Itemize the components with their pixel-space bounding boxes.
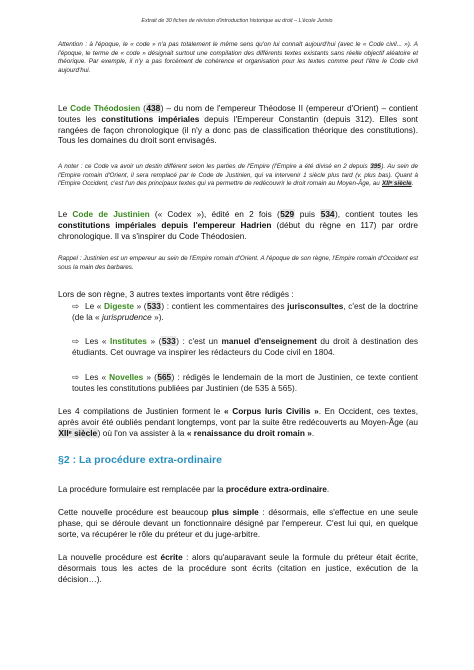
section-heading: §2 : La procédure extra-ordinaire (58, 454, 222, 466)
arrow-right-icon: ⇨ (72, 336, 80, 346)
paragraph-corpus: Les 4 compilations de Justinien forment le « Corpus Iuris Civilis ». En Occident, ces textes, après avoir été oubliés pendant longtemps, vont par la suite être redécouverts au Moyen-Âge (au XIIᵉ siècle) où l'on va assister à la « renaissance du droit romain ». (58, 406, 419, 438)
century-badge: XIIᵉ siècle (382, 180, 412, 188)
paragraph-reign-intro: Lors de son règne, 3 autres textes importants vont être rédigés : (58, 289, 294, 299)
year-badge: 533 (147, 301, 161, 311)
year-badge: 438 (146, 103, 161, 113)
year-badge: 565 (157, 372, 172, 382)
century-badge: XIIᵉ siècle (58, 427, 98, 438)
term-code-justinien: Code de Justinien (72, 209, 150, 219)
year-badge: 534 (320, 209, 335, 219)
page-header: Extrait de 30 fiches de révision d'introduction historique au droit – L'école Jurixio (141, 18, 333, 24)
list-item-novelles: ⇨ Les « Novelles » (565) : rédigés le lendemain de la mort de Justinien, ce texte contient toutes les constitutions publiées par Justinien (de 535 à 565). (72, 372, 418, 393)
term-code-theodosien: Code Théodosien (70, 103, 141, 113)
list-item-institutes: ⇨ Les « Institutes » (533) : c'est un manuel d'enseignement du droit à destination des étudiants. Cet ouvrage va inspirer les rédacteurs du Code civil en 1804. (72, 336, 418, 357)
note-justinien-reminder: Rappel : Justinien est un empereur au sein de l'Empire romain d'Orient. A l'époque de son règne, l'Empire romain d'Occident est sous la main des barbares. (58, 255, 418, 271)
arrow-right-icon: ⇨ (72, 301, 80, 311)
paragraph-procedure-replaced: La procédure formulaire est remplacée par la procédure extra-ordinaire. (58, 484, 330, 494)
arrow-right-icon: ⇨ (72, 372, 80, 382)
paragraph-procedure-written: La nouvelle procédure est écrite : alors qu'auparavant seule la formule du préteur était écrite, désormais tous les actes de la procédure sont écrits (citation en justice, exécution de la décision…). (58, 552, 418, 584)
year-badge: 395 (370, 163, 381, 170)
year-badge: 533 (161, 336, 176, 346)
list-item-digeste: ⇨ Le « Digeste » (533) : contient les commentaires des jurisconsultes, c'est de la doctrine (de la « jurisprudence »). (72, 301, 418, 322)
year-badge: 529 (280, 209, 295, 219)
paragraph-code-theodosien: Le Code Théodosien (438) – du nom de l'empereur Théodose II (empereur d'Orient) – contient toutes les constitutions impériales depuis l'Empereur Constantin (depuis 312). Elles sont rangées de façon chronologique (il n'y a donc pas de classification théorique des constitutions). Tous les domaines du droit sont envisagés. (58, 103, 418, 146)
paragraph-procedure-simple: Cette nouvelle procédure est beaucoup plus simple : désormais, elle s'effectue en une seule phase, qui se déroule devant un fonctionnaire désigné par l'empereur. C'est lui qui, en quelque sorte, va récupérer le rôle du préteur et du juge-arbitre. (58, 507, 418, 539)
note-code-destiny: A noter : ce Code va avoir un destin différent selon les parties de l'Empire (l'Empire a été divisé en 2 depuis 395). Au sein de l'Empire romain d'Orient, il sera remplacé par le Code de Justinien, qui va intervenir 1 siècle plus tard (v. plus bas). Quant à l'Empire Occident, c'est l'un des principaux textes qui va permettre de redécouvrir le droit romain au Moyen-Âge, au XIIᵉ siècle. (58, 163, 418, 188)
paragraph-code-justinien: Le Code de Justinien (« Codex »), édité en 2 fois (529 puis 534), contient toutes les constitutions impériales depuis l'empereur Hadrien (début du règne en 117) par ordre chronologique. Il va s'inspirer du Code Théodosien. (58, 209, 418, 241)
note-code-meaning: Attention : à l'époque, le « code » n'a pas totalement le même sens qu'on lui connaît aujourd'hui (avec le « Code civil... »). A l'époque, le terme de « code » désignait surtout une compilation des différents textes existants sans réelle objectif aléatoire et théorique. Par exemple, il n'y a pas forcément de cohérence et organisation pour les textes comme peut l'être le Code civil aujourd'hui. (58, 41, 418, 74)
